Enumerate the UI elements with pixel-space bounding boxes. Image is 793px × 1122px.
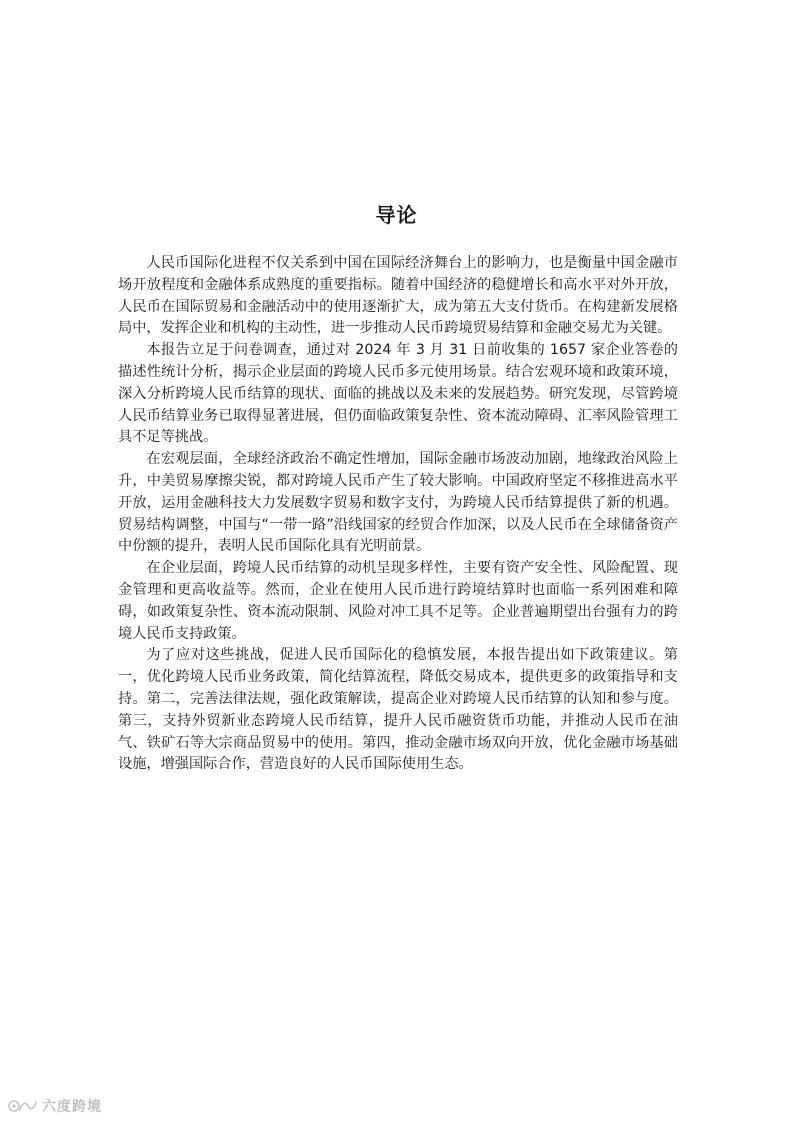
paragraph-intro: 人民币国际化进程不仅关系到中国在国际经济舞台上的影响力，也是衡量中国金融市场开放程度和金融体系成熟度的重要指标。随着中国经济的稳健增长和高水平对外开放，人民币在国际贸易和金融活动中的使用逐渐扩大，成为第五大支付货币。在构建新发展格局中，发挥企业和机构的主动性，进一步推动人民币跨境贸易结算和金融交易尤为关键。 <box>118 255 678 337</box>
watermark-text: 六度跨境 <box>42 1099 102 1115</box>
paragraph-macro-level: 在宏观层面，全球经济政治不确定性增加，国际金融市场波动加剧，地缘政治风险上升，中美贸易摩擦尖锐，都对跨境人民币产生了较大影响。中国政府坚定不移推进高水平开放，运用金融科技大力发展数字贸易和数字支付，为跨境人民币结算提供了新的机遇。贸易结构调整，中国与“一带一路”沿线国家的经贸合作加深，以及人民币在全球储备资产中份额的提升，表明人民币国际化具有光明前景。 <box>118 451 678 555</box>
watermark <box>8 1094 102 1118</box>
paragraph-report-basis: 本报告立足于问卷调查，通过对 2024 年 3 月 31 日前收集的 1657 家企业答卷的描述性统计分析，揭示企业层面的跨境人民币多元使用场景。结合宏观环境和政策环境，深入分析跨境人民币结算的现状、面临的挑战以及未来的发展趋势。研究发现，尽管跨境人民币结算业务已取得显著进展，但仍面临政策复杂性、资本流动障碍、汇率风险管理工具不足等挑战。 <box>118 342 678 446</box>
paragraph-enterprise-level: 在企业层面，跨境人民币结算的动机呈现多样性，主要有资产安全性、风险配置、现金管理和更高收益等。然而，企业在使用人民币进行跨境结算时也面临一系列困难和障碍，如政策复杂性、资本流动限制、风险对冲工具不足等。企业普遍期望出台强有力的跨境人民币支持政策。 <box>118 560 678 642</box>
page-title: 导论 <box>375 203 418 227</box>
document-body <box>118 253 678 776</box>
watermark-logo-icon <box>8 1098 38 1114</box>
paragraph-policy-recommendations: 为了应对这些挑战，促进人民币国际化的稳慎发展，本报告提出如下政策建议。第一，优化跨境人民币业务政策，简化结算流程，降低交易成本，提供更多的政策指导和支持。第二，完善法律法规，强化政策解读，提高企业对跨境人民币结算的认知和参与度。第三，支持外贸新业态跨境人民币结算，提升人民币融资货币功能，并推动人民币在油气、铁矿石等大宗商品贸易中的使用。第四，推动金融市场双向开放，优化金融市场基础设施，增强国际合作，营造良好的人民币国际使用生态。 <box>118 647 678 773</box>
